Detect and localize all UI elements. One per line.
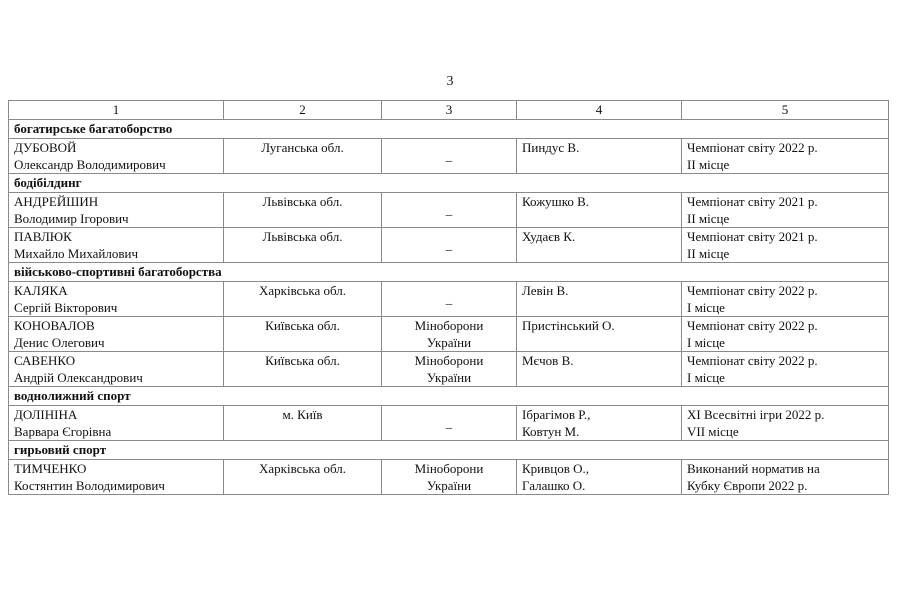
athlete-organization-line: _: [445, 291, 453, 306]
athlete-given-name: Костянтин Володимирович: [14, 478, 165, 493]
sport-name: богатирське багатоборство: [9, 120, 889, 139]
athlete-result-line: I місце: [687, 300, 725, 315]
athlete-coach-line: Кожушко В.: [522, 194, 590, 209]
column-number-row: [9, 101, 889, 120]
athlete-name: [9, 193, 224, 228]
athlete-organization-line: України: [426, 335, 472, 350]
athlete-surname: ТИМЧЕНКО: [14, 461, 87, 476]
athlete-coach: [517, 228, 682, 263]
athlete-coach: [517, 193, 682, 228]
athlete-row: [9, 406, 889, 441]
athlete-result-line: Чемпіонат світу 2022 р.: [687, 140, 818, 155]
sport-row: [9, 263, 889, 282]
athlete-name: [9, 139, 224, 174]
athlete-organization: [382, 406, 517, 441]
athlete-organization: [382, 352, 517, 387]
page-number: 3: [446, 74, 454, 89]
athlete-result-line: II місце: [687, 211, 730, 226]
athlete-given-name: Сергій Вікторович: [14, 300, 118, 315]
athlete-result: [682, 228, 889, 263]
athlete-coach-line: Худаєв К.: [522, 229, 576, 244]
athlete-organization-line: _: [445, 415, 453, 430]
athlete-result-line: Чемпіонат світу 2021 р.: [687, 194, 818, 209]
column-number: 5: [682, 101, 889, 120]
sport-row: [9, 441, 889, 460]
athlete-result: [682, 352, 889, 387]
athlete-result-line: XI Всесвітні ігри 2022 р.: [687, 407, 825, 422]
athlete-surname: ДОЛІНІНА: [14, 407, 78, 422]
sport-row: [9, 120, 889, 139]
athlete-coach-line: Галашко О.: [522, 478, 586, 493]
athlete-organization-line: України: [426, 370, 472, 385]
sport-name: гирьовий спорт: [9, 441, 889, 460]
athlete-region: Львівська обл.: [224, 193, 382, 228]
athlete-surname: САВЕНКО: [14, 353, 76, 368]
athlete-coach-line: Пристінський О.: [522, 318, 615, 333]
athlete-organization: [382, 193, 517, 228]
athlete-organization: [382, 282, 517, 317]
athlete-coach-line: Ібрагімов Р.,: [522, 407, 591, 422]
athlete-coach-line: Мєчов В.: [522, 353, 574, 368]
athlete-surname: АНДРЕЙШИН: [14, 194, 99, 209]
athlete-name: [9, 228, 224, 263]
athlete-result: [682, 139, 889, 174]
athlete-row: [9, 193, 889, 228]
athlete-result-line: I місце: [687, 335, 725, 350]
athlete-coach-line: Ковтун М.: [522, 424, 580, 439]
sport-row: [9, 174, 889, 193]
athlete-coach-line: Пиндус В.: [522, 140, 580, 155]
athlete-organization-line: _: [445, 202, 453, 217]
athlete-given-name: Олександр Володимирович: [14, 157, 166, 172]
athlete-given-name: Варвара Єгорівна: [14, 424, 112, 439]
athlete-coach: [517, 282, 682, 317]
athlete-organization-line: _: [445, 237, 453, 252]
athlete-surname: КОНОВАЛОВ: [14, 318, 95, 333]
athlete-given-name: Денис Олегович: [14, 335, 105, 350]
athlete-coach: [517, 406, 682, 441]
athlete-row: [9, 139, 889, 174]
athlete-given-name: Михайло Михайлович: [14, 246, 139, 261]
athlete-result: [682, 406, 889, 441]
athlete-result-line: II місце: [687, 246, 730, 261]
athlete-result-line: I місце: [687, 370, 725, 385]
column-number: 3: [382, 101, 517, 120]
sport-name: військово-спортивні багатоборства: [9, 263, 889, 282]
athlete-surname: ДУБОВОЙ: [14, 140, 77, 155]
athlete-result-line: Виконаний норматив на: [687, 461, 820, 476]
athlete-organization: [382, 228, 517, 263]
column-number: 4: [517, 101, 682, 120]
athlete-result-line: II місце: [687, 157, 730, 172]
athlete-surname: ПАВЛЮК: [14, 229, 72, 244]
athlete-organization-line: Міноборони: [414, 318, 484, 333]
athlete-result-line: Чемпіонат світу 2022 р.: [687, 353, 818, 368]
column-number: 1: [9, 101, 224, 120]
athlete-result-line: Чемпіонат світу 2022 р.: [687, 318, 818, 333]
athlete-coach: [517, 352, 682, 387]
athlete-region: м. Київ: [224, 406, 382, 441]
athlete-name: [9, 406, 224, 441]
athlete-row: [9, 317, 889, 352]
athlete-result: [682, 193, 889, 228]
athlete-organization: [382, 460, 517, 495]
athlete-name: [9, 352, 224, 387]
athlete-name: [9, 282, 224, 317]
athlete-given-name: Володимир Ігорович: [14, 211, 129, 226]
athlete-region: Харківська обл.: [224, 460, 382, 495]
athlete-result: [682, 282, 889, 317]
athlete-coach: [517, 460, 682, 495]
athlete-result-line: VII місце: [687, 424, 739, 439]
athlete-row: [9, 352, 889, 387]
athlete-organization-line: _: [445, 148, 453, 163]
athlete-result: [682, 460, 889, 495]
athlete-row: [9, 460, 889, 495]
sport-name: воднолижний спорт: [9, 387, 889, 406]
athlete-region: Київська обл.: [224, 352, 382, 387]
athlete-region: Львівська обл.: [224, 228, 382, 263]
athlete-organization: [382, 139, 517, 174]
athlete-name: [9, 460, 224, 495]
athlete-coach-line: Кривцов О.,: [522, 461, 589, 476]
sport-row: [9, 387, 889, 406]
athlete-organization-line: України: [426, 478, 472, 493]
athlete-region: Харківська обл.: [224, 282, 382, 317]
athlete-region: Київська обл.: [224, 317, 382, 352]
athlete-coach: [517, 317, 682, 352]
athlete-coach-line: Левін В.: [522, 283, 569, 298]
athlete-region: Луганська обл.: [224, 139, 382, 174]
athlete-given-name: Андрій Олександрович: [14, 370, 143, 385]
athlete-result-line: Чемпіонат світу 2021 р.: [687, 229, 818, 244]
athlete-row: [9, 282, 889, 317]
athlete-result-line: Чемпіонат світу 2022 р.: [687, 283, 818, 298]
athlete-organization-line: Міноборони: [414, 353, 484, 368]
athlete-result-line: Кубку Європи 2022 р.: [687, 478, 808, 493]
athlete-name: [9, 317, 224, 352]
awards-table-body: [9, 101, 889, 495]
athlete-row: [9, 228, 889, 263]
column-number: 2: [224, 101, 382, 120]
sport-name: бодібілдинг: [9, 174, 889, 193]
athlete-result: [682, 317, 889, 352]
athlete-organization: [382, 317, 517, 352]
athlete-surname: КАЛЯКА: [14, 283, 68, 298]
athlete-organization-line: Міноборони: [414, 461, 484, 476]
athlete-coach: [517, 139, 682, 174]
awards-table: [8, 100, 889, 495]
